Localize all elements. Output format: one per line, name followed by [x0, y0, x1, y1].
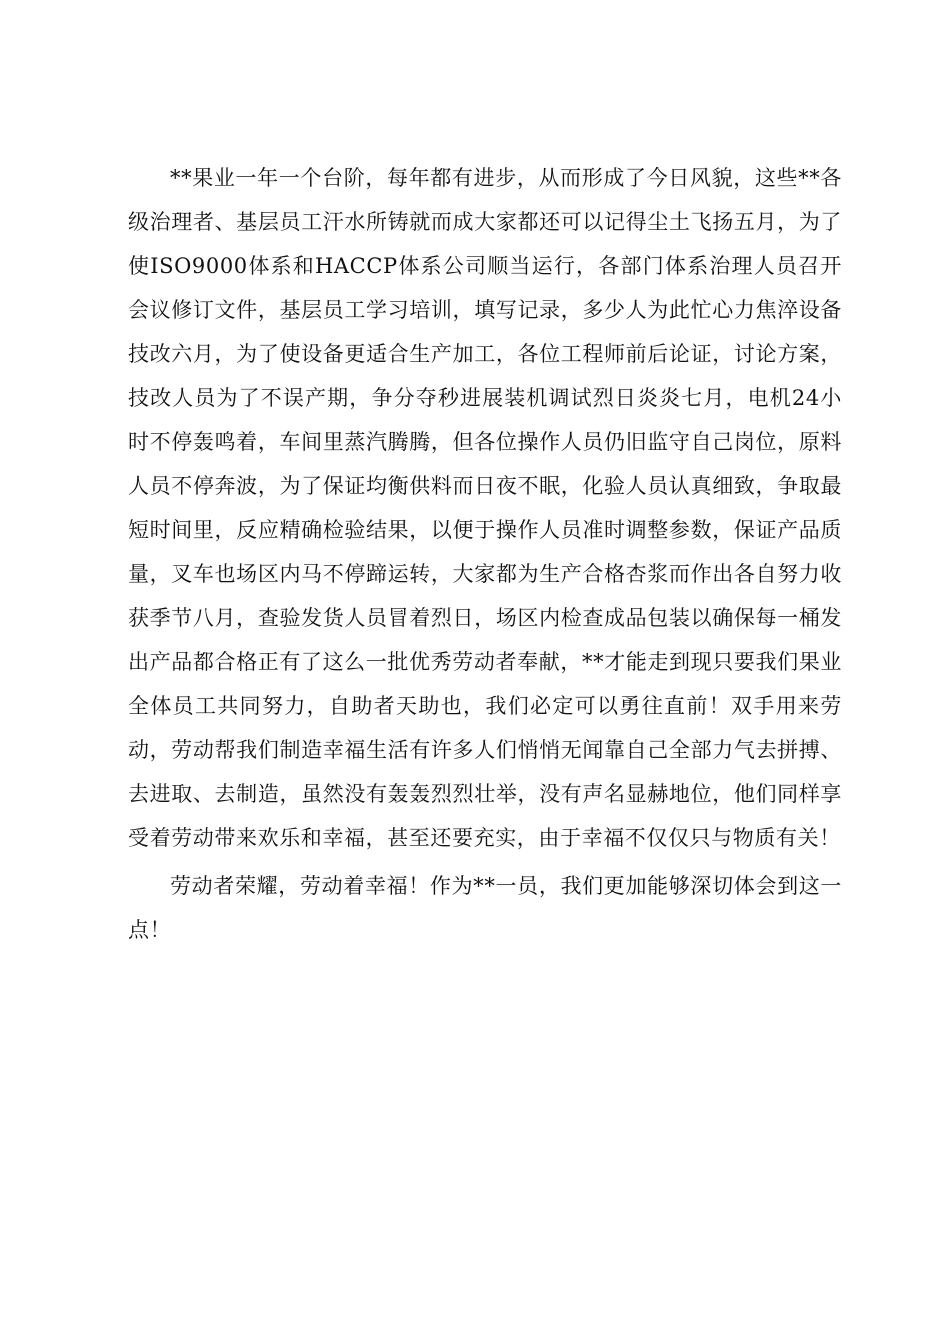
- document-body: [128, 156, 842, 952]
- paragraph: **果业一年一个台阶，每年都有进步，从而形成了今日风貌，这些**各级治理者、基层员工汗水所铸就而成大家都还可以记得尘土飞扬五月，为了使ISO9000体系和HACCP体系公司顺当运行，各部门体系治理人员召开会议修订文件，基层员工学习培训，填写记录，多少人为此忙心力焦淬设备技改六月，为了使设备更适合生产加工，各位工程师前后论证，讨论方案，技改人员为了不误产期，争分夺秒进展装机调试烈日炎炎七月，电机24小时不停轰鸣着，车间里蒸汽腾腾，但各位操作人员仍旧监守自己岗位，原料人员不停奔波，为了保证均衡供料而日夜不眠，化验人员认真细致，争取最短时间里，反应精确检验结果，以便于操作人员准时调整参数，保证产品质量，叉车也场区内马不停蹄运转，大家都为生产合格杏浆而作出各自努力收获季节八月，查验发货人员冒着烈日，场区内检查成品包装以确保每一桶发出产品都合格正有了这么一批优秀劳动者奉献，**才能走到现只要我们果业全体员工共同努力，自助者天助也，我们必定可以勇往直前！双手用来劳动，劳动帮我们制造幸福生活有许多人们悄悄无闻靠自己全部力气去拼搏、去进取、去制造，虽然没有轰轰烈烈壮举，没有声名显赫地位，他们同样享受着劳动带来欢乐和幸福，甚至还要充实，由于幸福不仅仅只与物质有关！: [128, 166, 842, 850]
- paragraph: 劳动者荣耀，劳动着幸福！作为**一员，我们更加能够深切体会到这一点！: [128, 874, 842, 942]
